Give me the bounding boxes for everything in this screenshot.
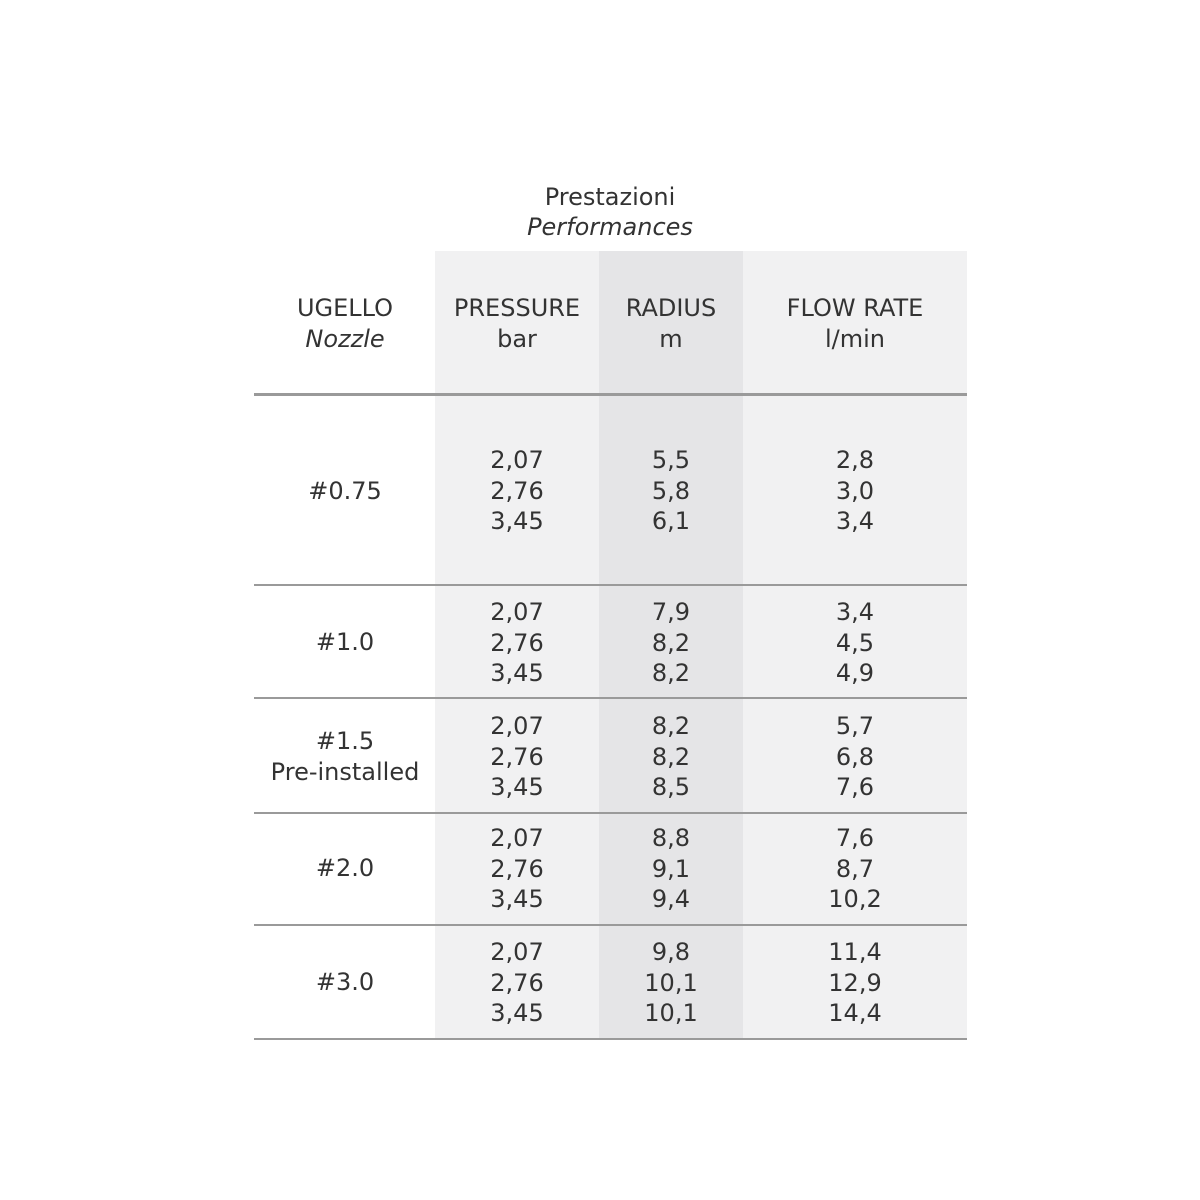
header-flow-unit: l/min: [824, 325, 885, 353]
nozzle-size: #3.0: [315, 968, 375, 996]
header-pressure-label: PRESSURE: [453, 294, 581, 322]
header-flow-label: FLOW RATE: [786, 294, 924, 322]
radius-cell: [599, 597, 743, 689]
pressure-value: 2,76: [490, 628, 544, 657]
nozzle-cell: [254, 853, 436, 884]
radius-value: 9,1: [651, 854, 691, 883]
flow-cell: [743, 711, 967, 803]
flow-value: 11,4: [828, 938, 882, 966]
pressure-value: 2,76: [490, 742, 544, 771]
header-radius-label: RADIUS: [625, 294, 717, 322]
pressure-value: 2,76: [490, 968, 544, 997]
flow-value: 7,6: [835, 773, 875, 801]
nozzle-size: #0.75: [308, 477, 382, 505]
nozzle-size: #2.0: [315, 854, 375, 882]
pressure-value: 3,45: [490, 885, 544, 913]
header-divider: [254, 393, 967, 396]
radius-value: 9,8: [651, 938, 691, 966]
pressure-value: 2,07: [490, 712, 544, 740]
pressure-value: 3,45: [490, 773, 544, 801]
flow-value: 3,4: [835, 507, 875, 535]
pressure-value: 2,07: [490, 938, 544, 966]
flow-cell: [743, 445, 967, 537]
radius-value: 8,2: [651, 659, 691, 687]
pressure-cell: [435, 937, 599, 1029]
nozzle-size: #1.0: [315, 628, 375, 656]
flow-value: 12,9: [828, 968, 882, 997]
title-english: Performances: [527, 213, 693, 241]
flow-value: 3,4: [835, 598, 875, 626]
flow-value: 5,7: [835, 712, 875, 740]
pressure-cell: [435, 597, 599, 689]
radius-cell: [599, 937, 743, 1029]
pressure-value: 2,76: [490, 854, 544, 883]
radius-value: 6,1: [651, 507, 691, 535]
header-nozzle-label: UGELLO: [296, 294, 394, 322]
pressure-cell: [435, 823, 599, 915]
header-radius: [599, 293, 743, 355]
pressure-value: 3,45: [490, 507, 544, 535]
radius-value: 5,5: [651, 446, 691, 474]
header-pressure-unit: bar: [497, 325, 537, 353]
radius-value: 9,4: [651, 885, 691, 913]
flow-value: 8,7: [835, 854, 875, 883]
radius-value: 8,5: [651, 773, 691, 801]
table-bottom-rule: [254, 1038, 967, 1040]
header-pressure: [435, 293, 599, 355]
header-nozzle: [254, 293, 436, 355]
nozzle-note: Pre-installed: [270, 757, 420, 786]
header-radius-unit: m: [659, 325, 683, 353]
radius-value: 8,2: [651, 628, 691, 657]
flow-value: 7,6: [835, 824, 875, 852]
header-nozzle-sublabel: Nozzle: [305, 325, 385, 353]
radius-value: 7,9: [651, 598, 691, 626]
radius-value: 8,8: [651, 824, 691, 852]
flow-cell: [743, 823, 967, 915]
flow-value: 3,0: [835, 476, 875, 505]
radius-value: 5,8: [651, 476, 691, 505]
pressure-value: 3,45: [490, 999, 544, 1027]
nozzle-size: #1.5: [315, 727, 375, 755]
radius-cell: [599, 445, 743, 537]
radius-value: 8,2: [651, 712, 691, 740]
pressure-value: 3,45: [490, 659, 544, 687]
flow-value: 2,8: [835, 446, 875, 474]
title-italian: Prestazioni: [544, 183, 676, 211]
row-divider: [254, 697, 967, 699]
pressure-value: 2,07: [490, 598, 544, 626]
radius-value: 10,1: [644, 968, 698, 997]
flow-cell: [743, 597, 967, 689]
flow-value: 4,9: [835, 659, 875, 687]
radius-cell: [599, 823, 743, 915]
radius-cell: [599, 711, 743, 803]
flow-cell: [743, 937, 967, 1029]
pressure-value: 2,07: [490, 824, 544, 852]
radius-value: 8,2: [651, 742, 691, 771]
row-divider: [254, 584, 967, 586]
row-divider: [254, 924, 967, 926]
pressure-value: 2,76: [490, 476, 544, 505]
nozzle-cell: [254, 967, 436, 998]
nozzle-cell: [254, 627, 436, 658]
flow-value: 6,8: [835, 742, 875, 771]
pressure-cell: [435, 445, 599, 537]
header-flow-rate: [743, 293, 967, 355]
table-title: [435, 182, 785, 242]
row-divider: [254, 812, 967, 814]
flow-value: 14,4: [828, 999, 882, 1027]
flow-value: 4,5: [835, 628, 875, 657]
nozzle-cell: [254, 726, 436, 787]
flow-value: 10,2: [828, 885, 882, 913]
pressure-cell: [435, 711, 599, 803]
radius-value: 10,1: [644, 999, 698, 1027]
pressure-value: 2,07: [490, 446, 544, 474]
nozzle-cell: [254, 476, 436, 507]
